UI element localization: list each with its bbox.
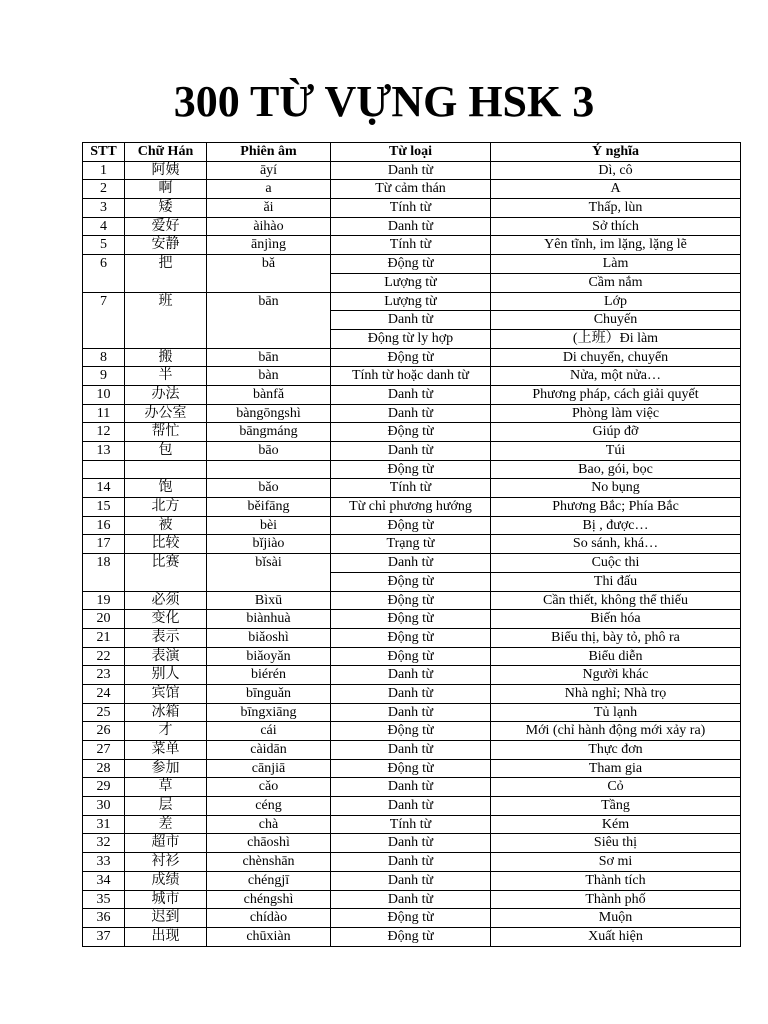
cell-meaning: Biểu thị, bày tỏ, phô ra xyxy=(491,628,741,647)
table-row xyxy=(83,255,741,274)
cell-stt: 17 xyxy=(83,535,125,554)
table-row xyxy=(83,778,741,797)
cell-meaning: Thi đấu xyxy=(491,572,741,591)
cell-pos: Danh từ xyxy=(331,404,491,423)
cell-meaning: Biểu diễn xyxy=(491,647,741,666)
table-row xyxy=(83,666,741,685)
cell-meaning: Túi xyxy=(491,442,741,461)
cell-pinyin: bànfǎ xyxy=(207,385,331,404)
cell-meaning: Thành tích xyxy=(491,871,741,890)
cell-pinyin: chūxiàn xyxy=(207,927,331,946)
cell-stt xyxy=(83,460,125,479)
cell-han: 搬 xyxy=(125,348,207,367)
cell-meaning: A xyxy=(491,180,741,199)
cell-pos: Danh từ xyxy=(331,741,491,760)
cell-stt: 13 xyxy=(83,442,125,461)
table-body xyxy=(83,161,741,946)
table-row xyxy=(83,797,741,816)
cell-meaning: (上班）Đi làm xyxy=(491,329,741,348)
table-row xyxy=(83,460,741,479)
header-han: Chữ Hán xyxy=(125,143,207,162)
cell-pos: Tính từ xyxy=(331,199,491,218)
table-row xyxy=(83,442,741,461)
cell-pinyin: bàngōngshì xyxy=(207,404,331,423)
cell-han: 表演 xyxy=(125,647,207,666)
cell-pos: Động từ xyxy=(331,572,491,591)
cell-han: 才 xyxy=(125,722,207,741)
cell-pos: Động từ ly hợp xyxy=(331,329,491,348)
cell-meaning: Cầm nắm xyxy=(491,273,741,292)
cell-pos: Từ cảm thán xyxy=(331,180,491,199)
cell-pos: Danh từ xyxy=(331,311,491,330)
cell-han: 阿姨 xyxy=(125,161,207,180)
cell-pos: Danh từ xyxy=(331,778,491,797)
cell-pos: Lượng từ xyxy=(331,273,491,292)
cell-meaning: Tủ lạnh xyxy=(491,703,741,722)
cell-meaning: Giúp đỡ xyxy=(491,423,741,442)
cell-meaning: Bao, gói, bọc xyxy=(491,460,741,479)
cell-pinyin: chāoshì xyxy=(207,834,331,853)
header-meaning: Ý nghĩa xyxy=(491,143,741,162)
table-row xyxy=(83,217,741,236)
cell-stt: 15 xyxy=(83,498,125,517)
cell-pinyin: bèi xyxy=(207,516,331,535)
cell-pos: Tính từ xyxy=(331,236,491,255)
cell-pinyin: biǎoyǎn xyxy=(207,647,331,666)
cell-pinyin: bāngmáng xyxy=(207,423,331,442)
cell-meaning: Cần thiết, không thể thiếu xyxy=(491,591,741,610)
table-row xyxy=(83,909,741,928)
table-row xyxy=(83,367,741,386)
cell-han: 爱好 xyxy=(125,217,207,236)
cell-pinyin: běifāng xyxy=(207,498,331,517)
cell-stt: 23 xyxy=(83,666,125,685)
table-row xyxy=(83,741,741,760)
cell-pinyin xyxy=(207,460,331,479)
table-row xyxy=(83,236,741,255)
cell-pinyin: ǎi xyxy=(207,199,331,218)
table-row xyxy=(83,684,741,703)
cell-stt: 37 xyxy=(83,927,125,946)
cell-pos: Động từ xyxy=(331,460,491,479)
cell-pinyin: àihào xyxy=(207,217,331,236)
cell-stt: 7 xyxy=(83,292,125,348)
cell-meaning: Kém xyxy=(491,815,741,834)
cell-meaning: Dì, cô xyxy=(491,161,741,180)
cell-pinyin: bīnguǎn xyxy=(207,684,331,703)
cell-pinyin: biǎoshì xyxy=(207,628,331,647)
table-row xyxy=(83,516,741,535)
cell-pinyin: bǎ xyxy=(207,255,331,292)
cell-meaning: Phương pháp, cách giải quyết xyxy=(491,385,741,404)
cell-pos: Động từ xyxy=(331,591,491,610)
cell-meaning: Phương Bắc; Phía Bắc xyxy=(491,498,741,517)
cell-stt: 20 xyxy=(83,610,125,629)
cell-pos: Tính từ xyxy=(331,815,491,834)
cell-pos: Trạng từ xyxy=(331,535,491,554)
cell-stt: 1 xyxy=(83,161,125,180)
cell-pinyin: a xyxy=(207,180,331,199)
cell-stt: 9 xyxy=(83,367,125,386)
table-row xyxy=(83,834,741,853)
cell-pinyin: chídào xyxy=(207,909,331,928)
cell-han: 宾馆 xyxy=(125,684,207,703)
cell-han: 冰箱 xyxy=(125,703,207,722)
cell-pos: Động từ xyxy=(331,255,491,274)
cell-pos: Động từ xyxy=(331,722,491,741)
cell-han: 帮忙 xyxy=(125,423,207,442)
cell-han: 矮 xyxy=(125,199,207,218)
cell-han: 比较 xyxy=(125,535,207,554)
cell-meaning: No bụng xyxy=(491,479,741,498)
cell-pos: Danh từ xyxy=(331,217,491,236)
cell-stt: 34 xyxy=(83,871,125,890)
cell-pinyin: bāo xyxy=(207,442,331,461)
cell-meaning: Phòng làm việc xyxy=(491,404,741,423)
cell-pinyin: bàn xyxy=(207,367,331,386)
cell-pinyin: chà xyxy=(207,815,331,834)
cell-meaning: So sánh, khá… xyxy=(491,535,741,554)
table-row xyxy=(83,927,741,946)
cell-han: 必须 xyxy=(125,591,207,610)
cell-han: 被 xyxy=(125,516,207,535)
cell-stt: 4 xyxy=(83,217,125,236)
cell-han: 变化 xyxy=(125,610,207,629)
cell-pinyin: chènshān xyxy=(207,853,331,872)
cell-pinyin: bān xyxy=(207,292,331,348)
cell-meaning: Siêu thị xyxy=(491,834,741,853)
cell-stt: 25 xyxy=(83,703,125,722)
cell-han: 把 xyxy=(125,255,207,292)
cell-meaning: Tham gia xyxy=(491,759,741,778)
cell-han: 超市 xyxy=(125,834,207,853)
header-pinyin: Phiên âm xyxy=(207,143,331,162)
table-row xyxy=(83,815,741,834)
table-row xyxy=(83,890,741,909)
cell-stt: 2 xyxy=(83,180,125,199)
cell-meaning: Tầng xyxy=(491,797,741,816)
cell-pinyin: chéngjī xyxy=(207,871,331,890)
cell-meaning: Mới (chỉ hành động mới xảy ra) xyxy=(491,722,741,741)
cell-stt: 5 xyxy=(83,236,125,255)
vocabulary-table xyxy=(82,142,741,947)
cell-han: 城市 xyxy=(125,890,207,909)
table-row xyxy=(83,348,741,367)
cell-pinyin: cái xyxy=(207,722,331,741)
cell-pos: Tính từ hoặc danh từ xyxy=(331,367,491,386)
cell-pos: Danh từ xyxy=(331,871,491,890)
table-row xyxy=(83,423,741,442)
cell-han: 比赛 xyxy=(125,554,207,591)
table-row xyxy=(83,535,741,554)
cell-stt: 32 xyxy=(83,834,125,853)
cell-pos: Từ chỉ phương hướng xyxy=(331,498,491,517)
cell-pinyin: cānjiā xyxy=(207,759,331,778)
table-header xyxy=(83,143,741,162)
table-row xyxy=(83,610,741,629)
cell-han: 差 xyxy=(125,815,207,834)
cell-pos: Lượng từ xyxy=(331,292,491,311)
table-row xyxy=(83,554,741,573)
cell-han: 办公室 xyxy=(125,404,207,423)
cell-pinyin: bǐsài xyxy=(207,554,331,591)
cell-han: 办法 xyxy=(125,385,207,404)
cell-stt: 14 xyxy=(83,479,125,498)
header-stt: STT xyxy=(83,143,125,162)
cell-stt: 16 xyxy=(83,516,125,535)
cell-meaning: Thực đơn xyxy=(491,741,741,760)
cell-meaning: Nhà nghỉ; Nhà trọ xyxy=(491,684,741,703)
cell-pos: Tính từ xyxy=(331,479,491,498)
cell-pos: Danh từ xyxy=(331,684,491,703)
cell-meaning: Biến hóa xyxy=(491,610,741,629)
header-pos: Từ loại xyxy=(331,143,491,162)
cell-pinyin: bǎo xyxy=(207,479,331,498)
cell-meaning: Cuộc thi xyxy=(491,554,741,573)
cell-meaning: Chuyến xyxy=(491,311,741,330)
cell-han: 班 xyxy=(125,292,207,348)
table-row xyxy=(83,161,741,180)
table-row xyxy=(83,722,741,741)
cell-meaning: Cỏ xyxy=(491,778,741,797)
cell-stt: 30 xyxy=(83,797,125,816)
cell-han: 菜单 xyxy=(125,741,207,760)
cell-stt: 18 xyxy=(83,554,125,591)
table-row xyxy=(83,498,741,517)
cell-pos: Động từ xyxy=(331,628,491,647)
table-row xyxy=(83,759,741,778)
table-row xyxy=(83,647,741,666)
table-row xyxy=(83,871,741,890)
cell-stt: 3 xyxy=(83,199,125,218)
cell-han xyxy=(125,460,207,479)
cell-stt: 11 xyxy=(83,404,125,423)
cell-pos: Danh từ xyxy=(331,703,491,722)
cell-pinyin: bān xyxy=(207,348,331,367)
cell-pinyin: Bìxū xyxy=(207,591,331,610)
cell-pinyin: bīngxiāng xyxy=(207,703,331,722)
cell-pinyin: cǎo xyxy=(207,778,331,797)
cell-han: 半 xyxy=(125,367,207,386)
cell-stt: 33 xyxy=(83,853,125,872)
cell-pos: Động từ xyxy=(331,759,491,778)
cell-han: 啊 xyxy=(125,180,207,199)
cell-han: 衬衫 xyxy=(125,853,207,872)
table-row xyxy=(83,703,741,722)
table-row xyxy=(83,628,741,647)
cell-pos: Động từ xyxy=(331,909,491,928)
cell-stt: 19 xyxy=(83,591,125,610)
cell-stt: 8 xyxy=(83,348,125,367)
cell-pinyin: chéngshì xyxy=(207,890,331,909)
cell-han: 出现 xyxy=(125,927,207,946)
table-row xyxy=(83,385,741,404)
cell-pinyin: biànhuà xyxy=(207,610,331,629)
table-row xyxy=(83,404,741,423)
table-row xyxy=(83,479,741,498)
cell-han: 饱 xyxy=(125,479,207,498)
cell-stt: 12 xyxy=(83,423,125,442)
cell-pinyin: càidān xyxy=(207,741,331,760)
cell-stt: 24 xyxy=(83,684,125,703)
cell-pos: Động từ xyxy=(331,423,491,442)
cell-meaning: Làm xyxy=(491,255,741,274)
cell-meaning: Lớp xyxy=(491,292,741,311)
table-row xyxy=(83,853,741,872)
cell-meaning: Xuất hiện xyxy=(491,927,741,946)
table-row xyxy=(83,591,741,610)
cell-han: 草 xyxy=(125,778,207,797)
cell-pos: Danh từ xyxy=(331,666,491,685)
cell-stt: 10 xyxy=(83,385,125,404)
cell-pos: Động từ xyxy=(331,610,491,629)
cell-pos: Động từ xyxy=(331,647,491,666)
cell-pos: Danh từ xyxy=(331,890,491,909)
header-row xyxy=(83,143,741,162)
cell-pos: Danh từ xyxy=(331,554,491,573)
cell-han: 安静 xyxy=(125,236,207,255)
cell-han: 北方 xyxy=(125,498,207,517)
cell-meaning: Bị , được… xyxy=(491,516,741,535)
cell-pos: Danh từ xyxy=(331,385,491,404)
cell-meaning: Sở thích xyxy=(491,217,741,236)
cell-han: 层 xyxy=(125,797,207,816)
cell-stt: 29 xyxy=(83,778,125,797)
cell-stt: 35 xyxy=(83,890,125,909)
table-row xyxy=(83,180,741,199)
cell-han: 参加 xyxy=(125,759,207,778)
cell-pos: Danh từ xyxy=(331,442,491,461)
cell-meaning: Thành phố xyxy=(491,890,741,909)
cell-stt: 6 xyxy=(83,255,125,292)
cell-meaning: Nửa, một nửa… xyxy=(491,367,741,386)
cell-stt: 21 xyxy=(83,628,125,647)
cell-stt: 26 xyxy=(83,722,125,741)
cell-pos: Động từ xyxy=(331,516,491,535)
cell-stt: 31 xyxy=(83,815,125,834)
cell-han: 成绩 xyxy=(125,871,207,890)
cell-pinyin: biérén xyxy=(207,666,331,685)
cell-han: 表示 xyxy=(125,628,207,647)
cell-pinyin: ānjìng xyxy=(207,236,331,255)
cell-pinyin: céng xyxy=(207,797,331,816)
cell-pos: Danh từ xyxy=(331,834,491,853)
cell-meaning: Yên tĩnh, im lặng, lặng lẽ xyxy=(491,236,741,255)
table-row xyxy=(83,292,741,311)
cell-meaning: Sơ mi xyxy=(491,853,741,872)
cell-meaning: Di chuyển, chuyển xyxy=(491,348,741,367)
cell-stt: 28 xyxy=(83,759,125,778)
cell-pos: Động từ xyxy=(331,348,491,367)
cell-meaning: Muộn xyxy=(491,909,741,928)
cell-pinyin: bǐjiào xyxy=(207,535,331,554)
cell-pos: Danh từ xyxy=(331,853,491,872)
cell-han: 包 xyxy=(125,442,207,461)
cell-meaning: Thấp, lùn xyxy=(491,199,741,218)
cell-meaning: Người khác xyxy=(491,666,741,685)
table-row xyxy=(83,199,741,218)
cell-stt: 36 xyxy=(83,909,125,928)
cell-pos: Động từ xyxy=(331,927,491,946)
cell-pinyin: āyí xyxy=(207,161,331,180)
cell-pos: Danh từ xyxy=(331,161,491,180)
page-title: 300 TỪ VỰNG HSK 3 xyxy=(173,77,595,126)
cell-han: 迟到 xyxy=(125,909,207,928)
cell-stt: 27 xyxy=(83,741,125,760)
cell-pos: Danh từ xyxy=(331,797,491,816)
cell-han: 别人 xyxy=(125,666,207,685)
cell-stt: 22 xyxy=(83,647,125,666)
